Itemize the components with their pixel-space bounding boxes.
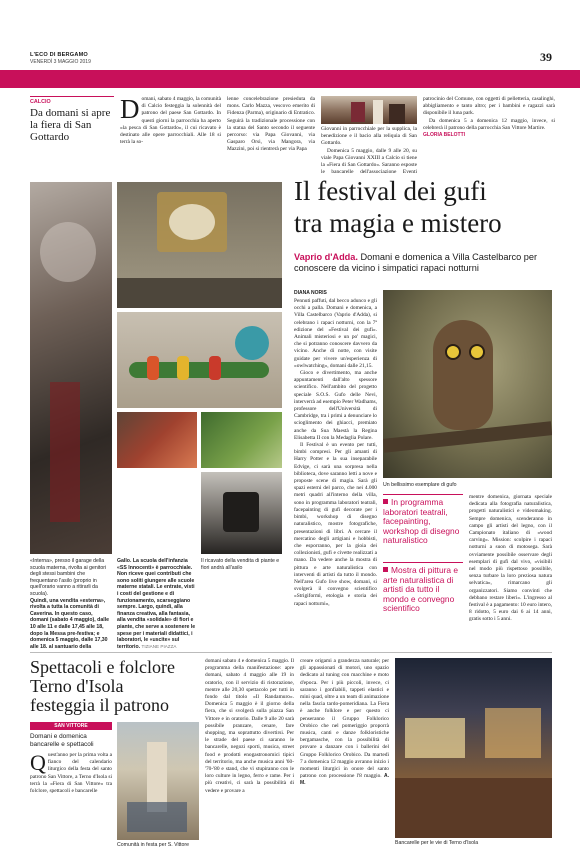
calcio-col-1 <box>120 96 221 174</box>
owl-photo <box>383 290 552 478</box>
asilo-author: TIZIANE PIAZZA <box>141 643 177 648</box>
flowers-photo <box>117 412 197 468</box>
asilo-photo-caption: Il ricavato della vendita di piante e fiori andrà all'asilo <box>201 558 280 571</box>
kids-flowers-photo <box>30 182 112 554</box>
calcio-col3-p2: Domenica 5 maggio, dalle 9 alle 20, su viale Papa Giovanni XXIII a Calcio si tiene la «Fiera di San Gottardo». Saranno esposte le bancarelle dell'associazione Eventi <box>321 147 417 174</box>
owl-eye-left <box>445 344 461 360</box>
calcio-tag: CALCIO <box>30 99 51 105</box>
owl-eye-right <box>469 344 485 360</box>
calcio-col3-p1: Giovanni in parrocchiale per la supplica, la benedizione e il bacio alla reliquia di San Gottardo. <box>321 126 417 147</box>
gufi-p1: Pennuti paffuti, dal becco adunco e gli occhi a palla. Domani e domenica, a Villa Castelbarco (Vaprio d'Adda), si celebrano i rapaci notturni, con la 7ª edizione del «Festival dei gufi». Animali misteriosi e un po' magici, che si potranno conoscere davvero da vicino. Anche di notte, con visite guidate per vivere un'esperienza di «owlwatching», domani dalle 21,15. <box>294 298 377 369</box>
asilo-caption-p2: Quindi, una vendita «esterna», rivolta a tutta la comunità di Caverina. In questo caso, domani (sabato 4 maggio), dalle 10 alle 11 e dalle 17,45 alle 18, dopo la Messa pre-festiva; e domenica 5 maggio, dalle 17,30 alle 18, al santuario della <box>30 597 109 648</box>
bancarelle-photo <box>395 658 552 838</box>
gufi-headline-2: tra magia e mistero <box>294 208 502 238</box>
terno-headline-1: Spettacoli e folclore <box>30 657 175 677</box>
terno-photo-caption-2: Bancarelle per le vie di Terno d'Isola <box>395 840 479 846</box>
san-vittore-photo <box>117 722 199 840</box>
calcio-col1-text: omani, sabato 4 maggio, la comunità di Calcio festeggia la solennità del patrono del paese San Gottardo. In questi giorni la parrocchia ha aperto «la pesca di San Gottardo», il cui ricavato è destinato alle opere parrocchiali. Alle 18 si terrà la so- <box>120 96 221 146</box>
terno-headline-3: festeggia il patrono <box>30 695 169 715</box>
calcio-rule <box>30 96 114 97</box>
calcio-col4-p2: Da domenica 5 a domenica 12 maggio, invece, si celebrerà il patrono della parrocchia San Vittore Martire. <box>423 117 555 131</box>
gufi-subhead-text: Domani e domenica a Villa Castelbarco per conoscere da vicino i simpatici rapaci notturni <box>294 252 538 273</box>
pull-quote-1 <box>383 498 463 546</box>
calcio-author: GLORIA BELOTTI <box>423 132 466 139</box>
asilo-caption-col-1 <box>30 558 112 648</box>
terno-col1-text: uest'anno per la prima volta a fianco del calendario liturgico della festa del santo patrono San Vittore, a Terno d'Isola si terrà la «Fiera di San Vittore» tra folclore, spettacoli e bancarelle <box>30 752 112 795</box>
pull-rule-1 <box>383 494 463 495</box>
terno-top-rule <box>30 652 552 653</box>
pot-photo <box>201 472 282 554</box>
gufi-author: DIANA NORIS <box>294 290 327 296</box>
terno-photo-caption-1: Comunità in festa per S. Vittore <box>117 842 189 848</box>
terno-col-1 <box>30 752 112 838</box>
asilo-caption-p1: «Interna», presso il garage della scuola materna, rivolta ai genitori degli stessi bambini che frequentano l'asilo (proprio in quell'orario vanno a ritirarli da scuola). <box>30 558 107 597</box>
terno-col-3 <box>300 658 389 842</box>
terno-author: A. M. <box>300 773 389 787</box>
pull-bullet-1 <box>383 499 388 504</box>
gufi-col-3: mentre domenica, giornata speciale dedicata alla fotografia naturalistica, progetti naturalistici e videomaking. Sempre domenica, scenderanno in campo gli artisti del legno, con il Campionato italiano di «wood carving». Mission: scolpire i rapaci notturni a suon di motosega. Sarà ovviamente possibile osservare degli esemplari di gufi dal vivo, «visibili nel modo più rispettoso possibile, senza turbare la loro preziosa natura selvatica», rimarcano gli organizzatori. Siamo convinti che debbano restare liberi». L'ingresso al festival è a pagamento: 10 euro intero, 8 ridotto, 5 euro dai 6 ai 14 anni, gratis sotto i 5 anni. <box>469 494 552 623</box>
asilo-caption-p3: Gallo. La scuola dell'infanzia «SS Innocenti» è parrocchiale. Non riceve quei contributi che sono soliti giungere alle scuole materne statali. Le entrate, visti i costi del gestione e di funzionamento, scarseggiano sempre. Largo, quindi, alla finanza creativa, alla fantasia, alla vendita «solidale» di fiori e piante, che serve a sostenere le spese per i materiali didattici, i laboratori, le «uscite» sul territorio. <box>117 558 196 648</box>
gufi-p2: Gioco e divertimento, ma anche appuntamenti dall'alto spessore scientifico. Nell'ambito del progetto speciale S.O.S. Gufo delle Nevi, interverrà ad esempio Peter Wadhams, professore dell'Università di Cambridge, tra i primi a denunciare lo scioglimento dei ghiacci, premiato anche da Sua Maestà la Regina Elisabetta II con la Medaglia Polare. <box>294 370 377 441</box>
masthead-band <box>0 70 580 88</box>
calcio-col-3 <box>321 126 417 174</box>
calcio-col4-p1: patrocinio del Comune, con oggetti di pelletteria, casalinghi, abbigliamento e tanto altro; per i bambini e ragazzi sarà disponibile il luna park. <box>423 96 555 117</box>
dropcap-d: D <box>120 96 140 124</box>
calcio-col-2: lenne concelebrazione presieduta da mons. Carlo Mazza, vescovo emerito di Fidenza (Parma), originario di Entratico. Seguirà la tradizionale processione con la statua del Santo secondo il seguente percorso: via Papa Giovanni, via Gasparo Orsi, via Mangora, via Mazzini, poi si rientrerà per via Papa <box>227 96 315 153</box>
terno-col-2: domani sabato 4 e domenica 5 maggio. Il programma della manifestazione: apre domani, sabato 4 maggio alle 19 in oratorio, con il servizio di ristorazione, mentre alle 20,30 spettacolo per tutti in fondo dal titolo «Il Randamuro». Domenica 5 maggio è il giorno della fiera, che si svolgerà sulla piazza San Vittore e in oratorio. Dalle 9 alle 20 sarà possibile pranzare, cenare, fare shopping, ma soprattutto divertirsi. Per le strade del paese ci saranno le bancarelle, negozi sporti, musica, street food e prodotti enogastronomici tipici del territorio, ma anche musica anni '60-'70-'80 e stand, che vi stupiranno con le loro culture in legno, ferro e rame. Per i più creativi, ci sarà la possibilità di vedere e provare a <box>205 658 294 794</box>
gufi-p3: Il Festival è un evento per tutti, bimbi compresi. Per gli amanti di Harry Potter e la sua inseparabile Edvige, ci sarà una sorpresa nella biblioteca, dove saranno letti a nove e proposte scene di magia. Sarà gli spazi esterni del parco, che nei 4.000 metri quadri all'interno della villa, sono in programma laboratori teatrali, facepainting di gufi decorate per i bimbi, workshop di disegno naturalistico, mostre fotografiche, presentazioni di libri. A cercare il mercatino degli artigiani e hobbisti, che esporranno, per la gioia dei collezionisti, gufi e civette realizzati a mano. Da vedere anche la mostra di pittura e arte naturalistica con interventi di artisti da tutto il mondo. Nell'area Gufo live show, domani, si svolgerà il convegno scientifico «Strigiformi, etologia e storia dei rapaci notturni», <box>294 442 377 607</box>
plants-photo <box>117 312 282 408</box>
seedlings-photo <box>201 412 282 468</box>
owl-caption: Un bellissimo esemplare di gufo <box>383 482 457 488</box>
calcio-headline: Da domani si apre la fiera di San Gottardo <box>30 107 111 143</box>
terno-tag: SAN VITTORE <box>30 722 112 730</box>
owl-body <box>433 320 493 430</box>
page-number: 39 <box>540 50 552 64</box>
gufi-col-1 <box>294 298 377 638</box>
calcio-col-4 <box>423 96 555 174</box>
pull-quote-1-text: In programma laboratori teatrali, facepainting, workshop di disegno naturalistico <box>383 497 460 546</box>
asilo-caption-col-2 <box>117 558 197 648</box>
procession-photo <box>321 96 417 124</box>
terno-subhead: Domani e domenica bancarelle e spettacoli <box>30 733 94 748</box>
gufi-subhead <box>294 252 552 274</box>
dropcap-q: Q <box>30 752 46 775</box>
pull-bullet-2 <box>383 567 388 572</box>
calcio-article <box>30 96 555 174</box>
terno-headline-2: Terno d'Isola <box>30 676 124 696</box>
pull-quote-2-text: Mostra di pittura e arte naturalistica di artisti da tutto il mondo e convegno scientifico <box>383 565 459 614</box>
gufi-headline-1: Il festival dei gufi <box>294 176 487 206</box>
gufi-place: Vaprio d'Adda. <box>294 252 358 262</box>
street-wall-photo <box>117 182 282 308</box>
pull-rule-2 <box>383 562 463 563</box>
terno-col3-text: creare origami a grandezza naturale; per gli appassionati di motori, uno spazio dedicato al tuning con macchine e moto d'epoca. Per i più piccoli, invece, ci saranno i gonfiabili, tappeti elastici e mini quad, oltre a un team di animazione nella fascia tardo-pomeridiana. La Fiera è anche folklore e per questo ci penseranno il Gruppo Folklorico Orobico che nel pomeriggio proporrà musica, canti e danze folkloristiche bergamasche, con la possibilità di provare a danzare con i ballerini del Gruppo Folklorico Orobico. Da martedì 7 a domenica 12 maggio avranno inizio i momenti liturgici in onore del santo patrono con processione l'8 maggio. <box>300 658 389 780</box>
issue-date: VENERDÌ 3 MAGGIO 2019 <box>30 59 91 65</box>
paper-name: L'ECO DI BERGAMO <box>30 52 88 58</box>
pull-quote-2 <box>383 566 463 614</box>
masthead <box>30 52 552 72</box>
